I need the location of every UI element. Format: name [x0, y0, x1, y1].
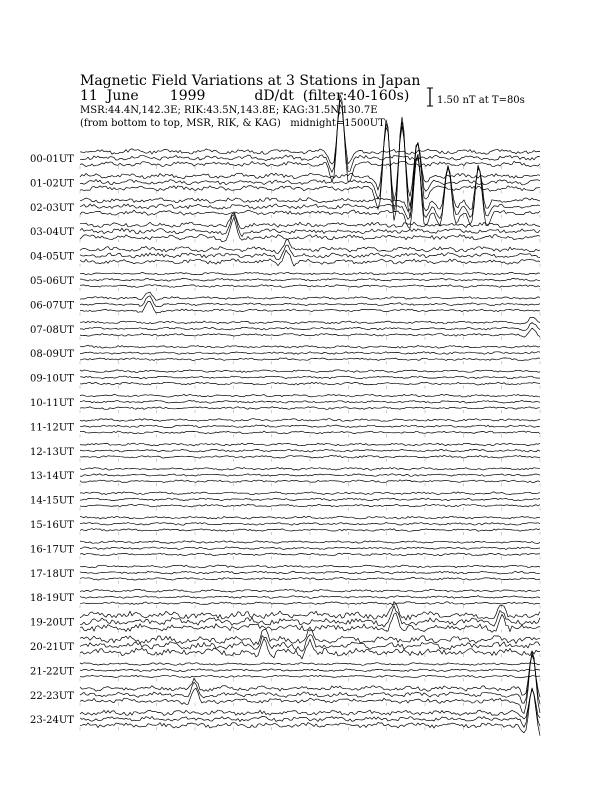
trace-rik [80, 245, 540, 260]
hour-label: 17-18UT [30, 568, 74, 580]
trace-msr [80, 480, 540, 483]
trace-msr [80, 217, 540, 241]
hour-label: 23-24UT [30, 715, 74, 727]
trace-rik [80, 571, 540, 574]
trace-rik [80, 474, 540, 477]
hour-label: 01-02UT [30, 178, 74, 190]
hour-label: 20-21UT [30, 642, 74, 653]
hour-label: 05-06UT [30, 276, 74, 287]
hour-label: 19-20UT [30, 617, 74, 629]
trace-kag [80, 105, 540, 164]
trace-rik [80, 606, 540, 627]
trace-kag [80, 663, 540, 666]
trace-rik [80, 100, 540, 173]
trace-kag [80, 158, 540, 212]
hour-label: 22-23UT [30, 690, 74, 702]
trace-kag [80, 370, 540, 373]
trace-msr [80, 431, 540, 434]
scale-label: 1.50 nT at T=80s [437, 95, 525, 106]
trace-msr [80, 407, 540, 410]
trace-msr [80, 285, 540, 288]
hour-label: 09-10UT [30, 373, 74, 385]
hour-label: 11-12UT [30, 422, 74, 434]
chart-title: Magnetic Field Variations at 3 Stations in Japan [80, 73, 421, 89]
trace-rik [80, 278, 540, 281]
trace-kag [80, 492, 540, 495]
trace-kag [80, 516, 540, 519]
trace-msr [80, 577, 540, 580]
hour-labels [30, 154, 74, 726]
trace-kag [80, 212, 540, 229]
hour-label: 15-16UT [30, 520, 74, 531]
trace-rik [80, 669, 540, 672]
trace-kag [80, 565, 540, 568]
trace-msr [80, 529, 540, 532]
hour-label: 00-01UT [30, 154, 74, 165]
trace-rik [80, 523, 540, 526]
trace-kag [80, 419, 540, 422]
date-filter-line: 11 June 1999 dD/dt (filter:40-160s) [80, 88, 410, 104]
trace-msr [80, 504, 540, 507]
hour-label: 08-09UT [30, 349, 74, 361]
trace-kag [80, 394, 540, 397]
hour-label: 13-14UT [30, 471, 74, 483]
trace-kag [80, 318, 540, 325]
station-coordinates: MSR:44.4N,142.3E; RIK:43.5N,143.8E; KAG:31.5N,130.7E [80, 105, 378, 116]
trace-kag [80, 272, 540, 275]
trace-rik [80, 425, 540, 428]
hour-label: 07-08UT [30, 324, 74, 336]
station-order-note: (from bottom to top, MSR, RIK, & KAG) midnight=1500UT [80, 118, 385, 129]
hour-label: 04-05UT [30, 251, 74, 263]
trace-msr [80, 455, 540, 458]
trace-kag [80, 346, 540, 349]
hour-label: 18-19UT [30, 593, 74, 605]
trace-rik [80, 352, 540, 355]
trace-rik [80, 498, 540, 501]
trace-rik [80, 323, 540, 331]
trace-kag [80, 443, 540, 446]
trace-rik [80, 376, 540, 379]
trace-rik [80, 547, 540, 550]
trace-kag [80, 589, 540, 592]
trace-msr [80, 602, 540, 605]
trace-rik [80, 449, 540, 452]
trace-msr [80, 358, 540, 361]
hour-label: 12-13UT [30, 446, 74, 458]
hour-label: 10-11UT [30, 398, 74, 409]
trace-msr [80, 553, 540, 556]
trace-kag [80, 602, 540, 620]
trace-rik [80, 400, 540, 403]
trace-rik [80, 596, 540, 599]
hour-label: 03-04UT [30, 227, 74, 239]
trace-kag [80, 541, 540, 544]
trace-kag [80, 468, 540, 471]
hour-label: 21-22UT [30, 666, 74, 678]
trace-msr [80, 675, 540, 678]
hour-label: 16-17UT [30, 544, 74, 556]
trace-msr [80, 382, 540, 385]
hour-label: 06-07UT [30, 300, 74, 312]
hour-label: 02-03UT [30, 202, 74, 214]
scale-bar [427, 88, 433, 106]
hour-label: 14-15UT [30, 495, 74, 507]
